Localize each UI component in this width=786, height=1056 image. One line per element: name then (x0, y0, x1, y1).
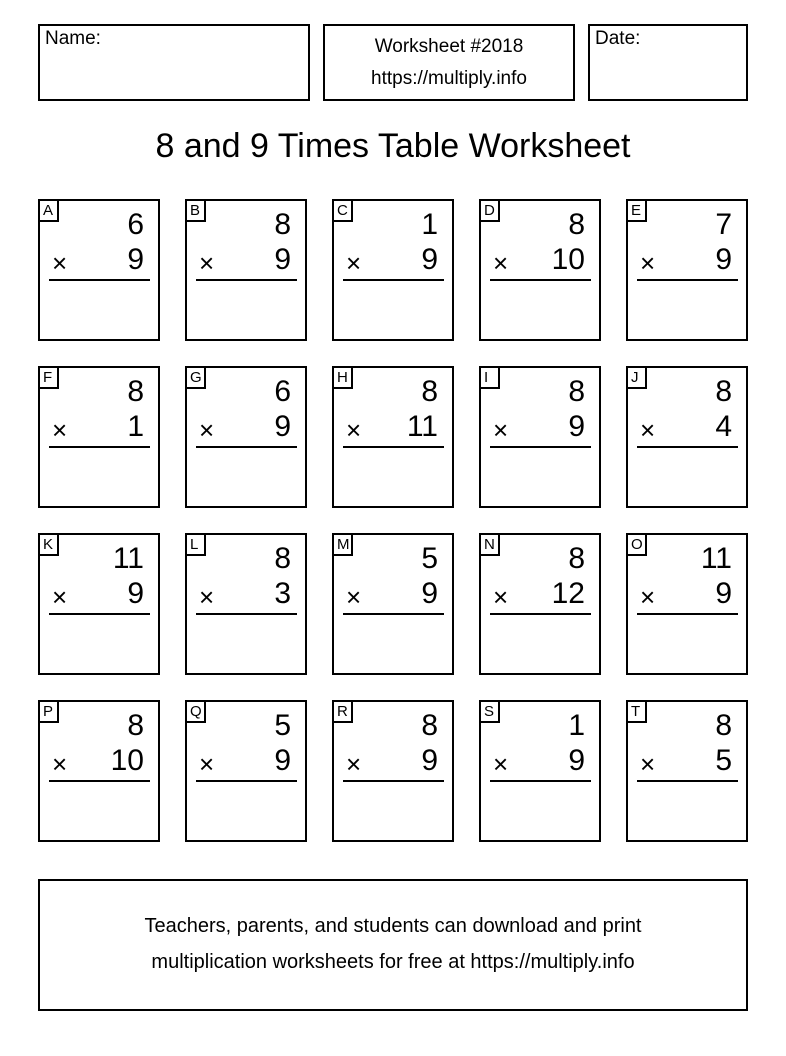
problem-card[interactable] (479, 366, 601, 508)
answer-line (490, 446, 591, 448)
problem-letter: R (332, 700, 353, 723)
answer-line (637, 780, 738, 782)
multiplier: 12 (551, 577, 585, 610)
problem-card[interactable] (479, 533, 601, 675)
problem-letter: B (185, 199, 206, 222)
problem-card[interactable] (38, 533, 160, 675)
multiplicand: 8 (715, 375, 732, 408)
problem-card[interactable] (38, 199, 160, 341)
multiplier: 9 (421, 243, 438, 276)
problem-letter: E (626, 199, 647, 222)
answer-line (196, 279, 297, 281)
multiplicand: 8 (127, 709, 144, 742)
problem-card[interactable] (38, 366, 160, 508)
name-box[interactable] (38, 24, 310, 101)
multiplier: 10 (551, 243, 585, 276)
answer-line (490, 279, 591, 281)
multiplier: 9 (715, 577, 732, 610)
multiplier: 9 (274, 410, 291, 443)
problem-letter: Q (185, 700, 206, 723)
answer-line (343, 780, 444, 782)
answer-line (490, 613, 591, 615)
answer-line (343, 279, 444, 281)
problem-card[interactable] (479, 700, 601, 842)
multiplier: 9 (568, 744, 585, 777)
multiplier: 9 (274, 243, 291, 276)
multiplicand: 7 (715, 208, 732, 241)
multiply-sign: × (52, 749, 68, 779)
multiply-sign: × (493, 582, 509, 612)
problem-letter: L (185, 533, 206, 556)
answer-line (637, 613, 738, 615)
multiplicand: 8 (568, 375, 585, 408)
worksheet-number: Worksheet #2018 (374, 36, 524, 57)
problem-letter: M (332, 533, 353, 556)
multiplier: 1 (127, 410, 144, 443)
multiply-sign: × (640, 415, 656, 445)
problem-letter: S (479, 700, 500, 723)
multiply-sign: × (640, 582, 656, 612)
problem-letter: F (38, 366, 59, 389)
problem-card[interactable] (38, 700, 160, 842)
multiply-sign: × (199, 248, 215, 278)
answer-line (49, 279, 150, 281)
answer-line (49, 446, 150, 448)
problem-card[interactable] (332, 700, 454, 842)
multiply-sign: × (346, 415, 362, 445)
multiplicand: 6 (127, 208, 144, 241)
problem-letter: D (479, 199, 500, 222)
multiplicand: 1 (568, 709, 585, 742)
multiply-sign: × (52, 582, 68, 612)
problem-letter: H (332, 366, 353, 389)
answer-line (343, 446, 444, 448)
problem-letter: N (479, 533, 500, 556)
problem-letter: A (38, 199, 59, 222)
multiply-sign: × (199, 582, 215, 612)
multiplicand: 8 (274, 542, 291, 575)
multiplicand: 1 (421, 208, 438, 241)
multiply-sign: × (52, 415, 68, 445)
multiply-sign: × (640, 248, 656, 278)
problem-letter: T (626, 700, 647, 723)
answer-line (196, 446, 297, 448)
multiplier: 3 (274, 577, 291, 610)
worksheet-url: https://multiply.info (371, 68, 527, 89)
problem-letter: J (626, 366, 647, 389)
problem-letter: O (626, 533, 647, 556)
multiply-sign: × (346, 248, 362, 278)
problem-letter: K (38, 533, 59, 556)
problem-card[interactable] (626, 700, 748, 842)
multiply-sign: × (640, 749, 656, 779)
worksheet-info-box (323, 24, 575, 101)
problem-card[interactable] (626, 199, 748, 341)
multiplier: 9 (127, 577, 144, 610)
multiplicand: 11 (112, 542, 144, 575)
problem-card[interactable] (185, 700, 307, 842)
multiplicand: 5 (421, 542, 438, 575)
multiplicand: 8 (421, 375, 438, 408)
multiply-sign: × (199, 415, 215, 445)
multiplier: 11 (406, 410, 438, 443)
problem-letter: I (479, 366, 500, 389)
answer-line (196, 613, 297, 615)
answer-line (637, 279, 738, 281)
answer-line (490, 780, 591, 782)
problem-letter: C (332, 199, 353, 222)
problem-letter: P (38, 700, 59, 723)
date-label: Date: (595, 28, 641, 49)
multiplier: 4 (715, 410, 732, 443)
multiplier: 9 (421, 744, 438, 777)
multiply-sign: × (493, 415, 509, 445)
problem-card[interactable] (332, 533, 454, 675)
multiplicand: 8 (568, 542, 585, 575)
multiplicand: 11 (700, 542, 732, 575)
multiplicand: 8 (127, 375, 144, 408)
footer-box (38, 879, 748, 1011)
multiplicand: 8 (274, 208, 291, 241)
answer-line (49, 613, 150, 615)
problem-card[interactable] (185, 533, 307, 675)
multiplicand: 8 (421, 709, 438, 742)
footer-line-2: multiplication worksheets for free at https://multiply.info (151, 951, 635, 973)
multiplier: 9 (127, 243, 144, 276)
problem-card[interactable] (479, 199, 601, 341)
multiplier: 9 (274, 744, 291, 777)
multiplier: 9 (421, 577, 438, 610)
multiply-sign: × (346, 749, 362, 779)
page-title: 8 and 9 Times Table Worksheet (155, 127, 631, 165)
footer-line-1: Teachers, parents, and students can download and print (144, 915, 642, 937)
multiplier: 9 (568, 410, 585, 443)
multiplicand: 5 (274, 709, 291, 742)
problem-letter: G (185, 366, 206, 389)
multiplicand: 6 (274, 375, 291, 408)
problem-card[interactable] (626, 366, 748, 508)
problem-card[interactable] (185, 366, 307, 508)
multiply-sign: × (199, 749, 215, 779)
answer-line (343, 613, 444, 615)
multiply-sign: × (52, 248, 68, 278)
multiplier: 9 (715, 243, 732, 276)
multiply-sign: × (346, 582, 362, 612)
name-label: Name: (45, 28, 101, 49)
problem-card[interactable] (626, 533, 748, 675)
multiply-sign: × (493, 749, 509, 779)
problem-card[interactable] (332, 199, 454, 341)
multiplier: 5 (715, 744, 732, 777)
problem-card[interactable] (185, 199, 307, 341)
problem-card[interactable] (332, 366, 454, 508)
date-box[interactable] (588, 24, 748, 101)
multiply-sign: × (493, 248, 509, 278)
answer-line (637, 446, 738, 448)
answer-line (196, 780, 297, 782)
answer-line (49, 780, 150, 782)
multiplicand: 8 (568, 208, 585, 241)
multiplier: 10 (110, 744, 144, 777)
multiplicand: 8 (715, 709, 732, 742)
